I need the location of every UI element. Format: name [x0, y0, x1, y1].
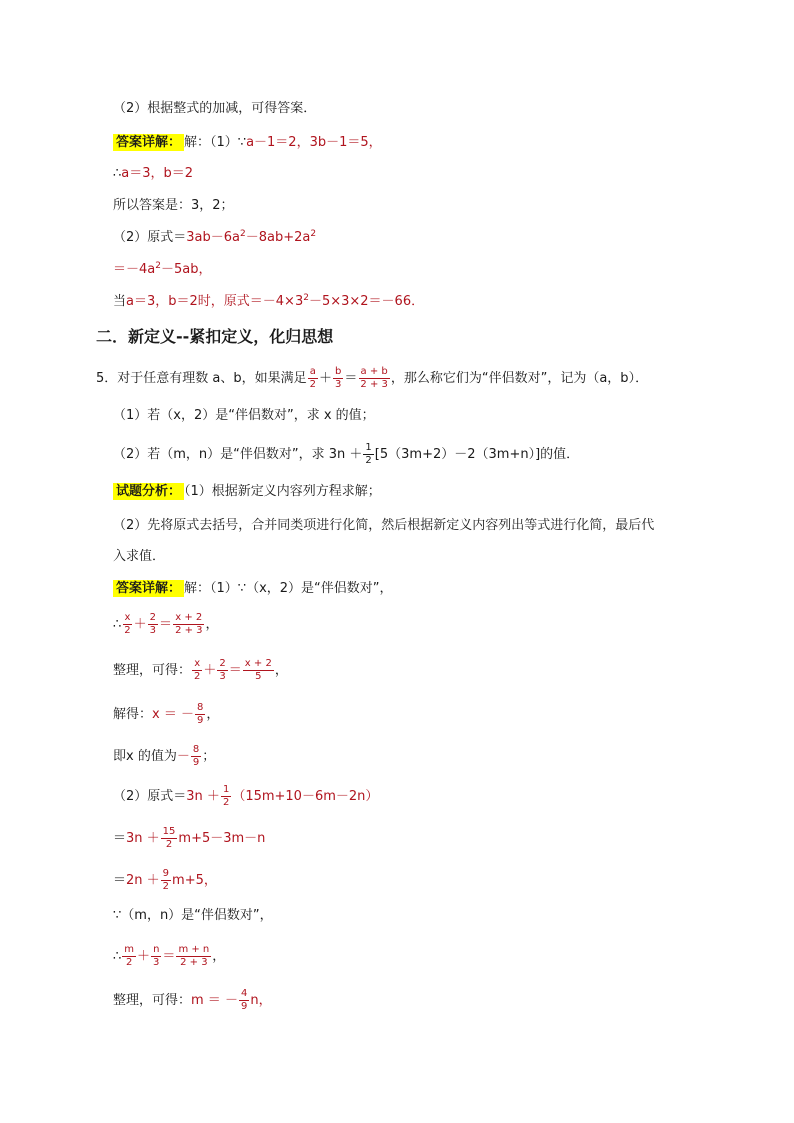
fraction-4-over-9 [239, 988, 249, 1013]
denominator: 2 [222, 797, 230, 808]
text: （2）若（m，n）是“伴侣数对”，求 3n ＋ [113, 447, 363, 462]
math-text: －8ab+2a [245, 230, 311, 245]
denominator: 9 [240, 1001, 248, 1012]
fraction-8-over-9 [195, 702, 205, 727]
text: （1）根据新定义内容列方程求解； [184, 484, 381, 499]
math-text: －5×3×2＝－66． [308, 294, 425, 309]
equals-sign: ＝ [113, 831, 127, 846]
fraction-m-over-2 [122, 944, 136, 969]
denominator: 2 [125, 957, 133, 968]
text: （m，n）是“伴侣数对”， [121, 908, 273, 923]
fraction-m-plus-n [176, 944, 211, 969]
denominator: 2 + 3 [360, 379, 388, 390]
numerator: x + 2 [244, 658, 272, 669]
text: 解：（1）∵ [184, 581, 247, 596]
comma: ， [206, 707, 220, 722]
fraction-2-over-3 [217, 658, 227, 683]
fraction-a-over-2 [308, 366, 318, 391]
numerator: m [124, 944, 135, 955]
text: 即 [113, 749, 127, 764]
fraction-b-over-3 [333, 366, 343, 391]
question-5-part1 [113, 406, 375, 426]
minus-sign: － [176, 749, 190, 764]
math-text: （15m+10－6m－2n） [232, 789, 379, 804]
numerator: n [153, 944, 160, 955]
plus-sign: ＋ [137, 949, 151, 964]
text: 解：（1）∵ [184, 135, 247, 150]
text: x 的值为 [126, 749, 177, 764]
question-5-part2 [113, 442, 579, 467]
fraction-half [363, 442, 373, 467]
text: （2）先将原式去括号，合并同类项进行化简，然后根据新定义内容列出等式进行化简，最后代 [113, 518, 655, 533]
text: （2）原式＝ [113, 789, 187, 804]
equals-sign: ＝ [344, 371, 358, 386]
therefore-symbol: ∴ [113, 617, 122, 632]
line-answer-1 [113, 133, 382, 153]
text: （2）根据整式的加减，可得答案． [113, 101, 317, 116]
section-heading: 二．新定义--紧扣定义，化归思想 [96, 327, 334, 346]
analysis-3 [113, 547, 165, 567]
fraction-x-plus-2 [173, 612, 204, 637]
plus-sign: ＋ [319, 371, 333, 386]
answer-label: 答案详解： [113, 580, 184, 597]
fraction-a-plus-b [358, 366, 389, 391]
math-text: n， [250, 993, 272, 1008]
plus-sign: ＋ [133, 617, 147, 632]
fraction-n-over-3 [151, 944, 161, 969]
numerator: 1 [222, 784, 230, 795]
fraction-15-over-2 [161, 826, 178, 851]
line-answer-4 [113, 228, 316, 248]
fraction-2-over-3 [148, 612, 158, 637]
comma: ， [212, 949, 226, 964]
numerator: x [124, 612, 131, 623]
numerator: x [194, 658, 201, 669]
denominator: 3 [219, 671, 226, 682]
math-text: 3n ＋ [186, 789, 220, 804]
text: 解得： [113, 707, 153, 722]
math-text: x ＝ － [152, 707, 194, 722]
denominator: 9 [192, 757, 200, 768]
denominator: 2 [365, 455, 372, 466]
denominator: 3 [153, 957, 160, 968]
answer-label: 答案详解： [113, 134, 184, 151]
math-text: m ＝ － [191, 993, 238, 1008]
exponent: 2 [240, 229, 246, 239]
math-text: a＝3，b＝2 [121, 166, 194, 181]
math-text: m+5， [172, 873, 217, 888]
solution-10 [113, 944, 225, 969]
solution-2 [113, 612, 219, 637]
fraction-8-over-9 [191, 744, 201, 769]
denominator: 2 [165, 839, 173, 850]
numerator: 8 [196, 702, 204, 713]
text: （2）原式＝ [113, 230, 187, 245]
denominator: 2 [124, 625, 131, 636]
text: [5（3m+2）－2（3m+n）]的值． [374, 447, 580, 462]
text: ，那么称它们为“伴侣数对”，记为（a，b）． [390, 371, 649, 386]
denominator: 2 [194, 671, 201, 682]
numerator: 4 [240, 988, 248, 999]
math-text: a＝3，b＝2时，原式＝－4×3 [126, 294, 304, 309]
solution-6 [113, 784, 378, 809]
exponent: 2 [155, 261, 161, 271]
fraction-9-over-2 [161, 868, 171, 893]
therefore-symbol: ∴ [113, 949, 122, 964]
fraction-x-over-2 [192, 658, 202, 683]
line-answer-6 [113, 292, 424, 312]
text: 入求值． [113, 549, 166, 564]
fraction-half [221, 784, 231, 809]
analysis-2 [113, 516, 654, 536]
denominator: 2 [162, 881, 170, 892]
therefore-symbol: ∴ [113, 166, 122, 181]
numerator: 2 [149, 612, 157, 623]
math-text: 3n ＋ [126, 831, 160, 846]
numerator: 2 [219, 658, 226, 669]
line-part2-hint [113, 99, 316, 119]
math-text: 3ab－6a [186, 230, 241, 245]
numerator: x + 2 [175, 612, 203, 623]
denominator: 2 + 3 [175, 625, 203, 636]
equals-sign: ＝ [162, 949, 176, 964]
solution-4 [113, 702, 219, 727]
text: （1）若（x，2）是“伴侣数对”，求 x 的值； [113, 408, 375, 423]
equals-sign: ＝ [113, 873, 127, 888]
solution-7 [113, 826, 265, 851]
denominator: 9 [196, 715, 204, 726]
numerator: b [335, 366, 342, 377]
math-text: －5ab， [160, 262, 212, 277]
denominator: 5 [255, 671, 262, 682]
question-5 [96, 366, 648, 391]
fraction-x-plus-2-over-5 [243, 658, 274, 683]
equals-sign: ＝ [159, 617, 173, 632]
semicolon: ； [202, 749, 216, 764]
solution-8 [113, 868, 217, 893]
because-symbol: ∵ [113, 908, 122, 923]
comma: ， [274, 663, 288, 678]
numerator: m + n [178, 944, 210, 955]
solution-11 [113, 988, 272, 1013]
solution-3 [113, 658, 288, 683]
equals-sign: ＝ [228, 663, 242, 678]
analysis-label: 试题分析： [113, 483, 184, 500]
numerator: 9 [162, 868, 170, 879]
line-answer-5 [113, 260, 211, 280]
exponent: 2 [303, 293, 309, 303]
fraction-x-over-2 [122, 612, 132, 637]
denominator: 2 + 3 [180, 957, 208, 968]
line-answer-2 [113, 164, 193, 184]
numerator: 1 [365, 442, 372, 453]
text: 整理，可得： [113, 993, 192, 1008]
comma: ， [205, 617, 219, 632]
text: 所以答案是：3，2； [113, 198, 234, 213]
exponent: 2 [310, 229, 317, 239]
math-text: 2n ＋ [126, 873, 160, 888]
denominator: 2 [309, 379, 316, 390]
numerator: 15 [162, 826, 176, 837]
numerator: 8 [192, 744, 200, 755]
solution-1 [113, 579, 393, 599]
math-text: ＝－4a [113, 262, 156, 277]
text: 整理，可得： [113, 663, 192, 678]
text: 当 [113, 294, 127, 309]
denominator: 3 [149, 625, 157, 636]
analysis-1 [113, 482, 381, 502]
numerator: a [309, 366, 316, 377]
line-answer-3 [113, 196, 234, 216]
solution-5 [113, 744, 215, 769]
text: 5．对于任意有理数 a、b，如果满足 [96, 371, 307, 386]
denominator: 3 [335, 379, 342, 390]
numerator: a + b [360, 366, 388, 377]
text: （x，2）是“伴侣数对”， [246, 581, 393, 596]
plus-sign: ＋ [203, 663, 217, 678]
solution-9 [113, 906, 273, 926]
math-text: a－1＝2，3b－1＝5， [246, 135, 382, 150]
math-text: m+5－3m－n [178, 831, 266, 846]
